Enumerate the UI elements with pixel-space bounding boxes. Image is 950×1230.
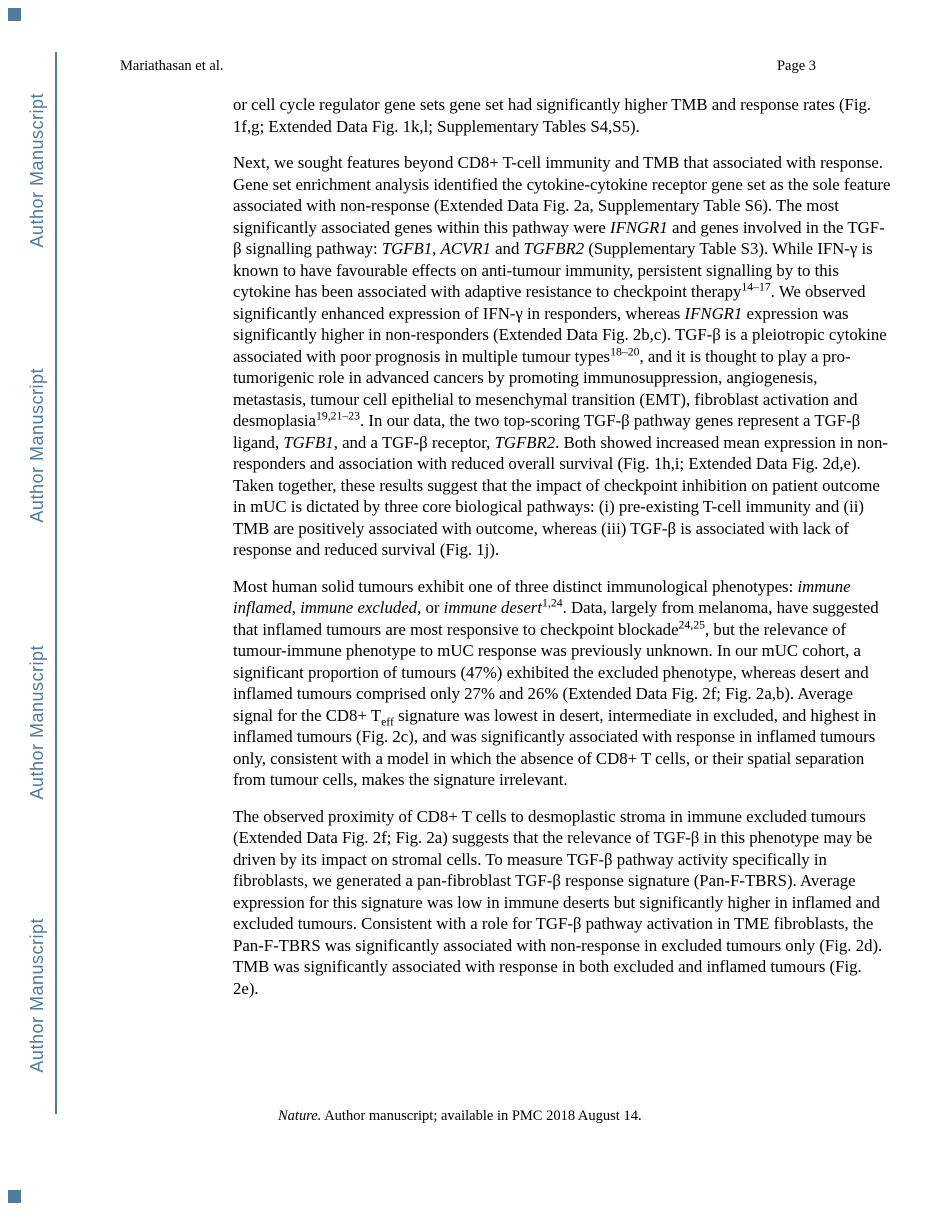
text-run: 19,21–23 [315, 409, 361, 423]
watermark-author-manuscript: Author Manuscript [27, 368, 47, 523]
text-run: , but the relevance of tumour-immune phenotype to mUC response was previously unknown. In our mUC cohort, a significant proportion of tumours (47%) exhibited the excluded phenotype, whereas desert and inflamed tumours comprised only 27% and 26% (Extended Data Fig. 2f; Fig. 2a,b). Average signal for the CD8+ T [233, 619, 869, 725]
text-run: , or [417, 598, 444, 617]
corner-mark-bottom [8, 1190, 21, 1203]
text-run: 24,25 [678, 617, 705, 631]
text-run: The observed proximity of CD8+ T cells to desmoplastic stroma in immune excluded tumours (Extended Data Fig. 2f; Fig. 2a) suggests that the relevance of TGF-β in this phenotype may be driven by its impact on stromal cells. To measure TGF-β pathway activity specifically in fibroblasts, we generated a pan-fibroblast TGF-β response signature (Pan-F-TBRS). Average expression for this signature was low in immune deserts but significantly higher in inflamed and excluded tumours. Consistent with a role for TGF-β pathway activation in TME fibroblasts, the Pan-F-TBRS was significantly associated with non-response in excluded tumours only (Fig. 2d). TMB was significantly associated with response in both excluded and inflamed tumours (Fig. 2e). [233, 806, 883, 998]
text-run: TGFBR2 [523, 239, 585, 258]
text-run: TGFBR2 [494, 432, 556, 452]
text-run: TGFB1 [283, 432, 334, 452]
text-run: Next, we sought features beyond CD8+ T-cell immunity and TMB that associated with response. Gene set enrichment analysis identified the cytokine-cytokine receptor gene set as the sole feature associated with non-response (Extended Data Fig. 2a, Supplementary Table S6). The most significantly associated genes within this pathway were [233, 153, 891, 237]
text-run: and genes involved in the TGF-β signalling pathway: [233, 217, 885, 258]
text-run: expression was significantly higher in non-responders (Extended Data Fig. 2b,c). TGF-β is a pleiotropic cytokine associated with poor prognosis in multiple tumour types [233, 303, 887, 366]
text-run: 18–20 [610, 344, 640, 358]
paragraph [233, 94, 891, 137]
watermark-author-manuscript: Author Manuscript [27, 93, 47, 248]
text-run: , [291, 598, 301, 617]
text-run: , and it is thought to play a pro-tumorigenic role in advanced cancers by promoting immunosuppression, angiogenesis, metastasis, tumour cell epithelial to mesenchymal transition (EMT), fibroblast activation and desmoplasia [233, 346, 858, 430]
text-run: IFNGR1 [684, 303, 743, 323]
text-run: eff [381, 714, 394, 728]
text-run: or cell cycle regulator gene sets gene set had significantly higher TMB and response rates (Fig. 1f,g; Extended Data Fig. 1k,l; Supplementary Tables S4,S5). [233, 95, 872, 136]
text-run: TGFB1 [381, 239, 433, 258]
text-run: (Supplementary Table S3). While IFN-γ is known to have favourable effects on anti-tumour immunity, persistent signalling by to this cytokine has been associated with adaptive resistance to checkpoint therapy [233, 239, 873, 301]
body-paragraphs [233, 94, 891, 1014]
text-run: and [490, 239, 524, 258]
text-run: . Both showed increased mean expression in non-responders and association with reduced overall survival (Fig. 1h,i; Extended Data Fig. 2d,e). Taken together, these results suggest that the impact of checkpoint inhibition on patient outcome in mUC is dictated by three core biological pathways: (i) pre-existing T-cell immunity and (ii) TMB are positively associated with outcome, whereas (iii) TGF-β is associated with lack of response and reduced survival (Fig. 1j). [233, 432, 888, 559]
text-run: , and a TGF-β receptor, [333, 432, 495, 452]
corner-mark-top [8, 8, 21, 21]
text-run: Nature. [278, 1108, 322, 1124]
text-run: IFNGR1 [610, 217, 668, 237]
text-run: Most human solid tumours exhibit one of three distinct immunological phenotypes: [233, 576, 798, 596]
running-head-authors: Mariathasan et al. [120, 58, 224, 74]
text-run: immune excluded [300, 598, 418, 617]
text-run: . In our data, the two top-scoring TGF-β pathway genes represent a TGF-β ligand, [233, 411, 861, 452]
text-run: , [432, 239, 441, 258]
watermark-author-manuscript: Author Manuscript [27, 645, 47, 800]
paragraph [233, 576, 891, 791]
text-run: signature was lowest in desert, intermediate in excluded, and highest in inflamed tumours (Fig. 2c), and was significantly associated with response in inflamed tumours only, consistent with a model in which the absence of CD8+ T cells, or their spatial separation from tumour cells, makes the signature irrelevant. [233, 705, 877, 789]
footer-line [278, 1108, 642, 1125]
text-run: . Data, largely from melanoma, have suggested that inflamed tumours are most responsive to checkpoint blockade [233, 598, 879, 639]
watermark-author-manuscript: Author Manuscript [27, 918, 47, 1073]
text-run: Author manuscript; available in PMC 2018 August 14. [321, 1108, 642, 1124]
text-run: ACVR1 [440, 239, 491, 258]
sidebar-rule [55, 52, 57, 1114]
running-head-page-number: Page 3 [776, 58, 816, 74]
text-run: immune inflamed [233, 576, 851, 617]
paragraph [233, 152, 891, 561]
text-run: 14–17 [741, 280, 771, 294]
text-run: immune desert [443, 598, 542, 617]
paragraph [233, 806, 891, 1000]
text-run: 1,24 [542, 596, 563, 610]
text-run: . We observed significantly enhanced expression of IFN-γ in responders, whereas [233, 282, 866, 323]
